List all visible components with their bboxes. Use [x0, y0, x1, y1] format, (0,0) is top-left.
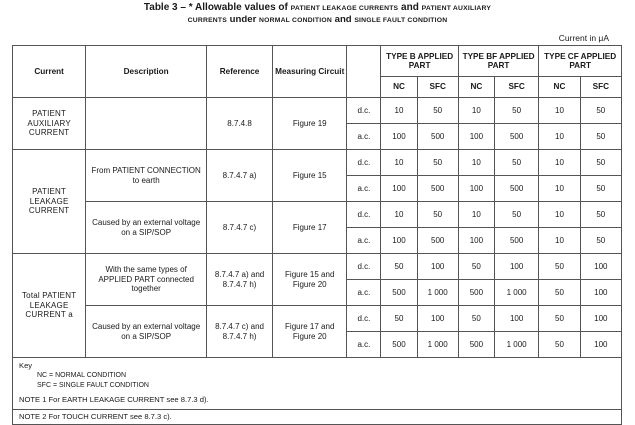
value-cell: 10: [539, 202, 580, 228]
value-cell: 100: [494, 254, 538, 280]
value-cell: 50: [539, 280, 580, 306]
reference-cell: 8.7.4.8: [207, 98, 273, 150]
description-cell: [86, 98, 207, 150]
value-cell: 50: [417, 202, 458, 228]
value-cell: 100: [580, 280, 621, 306]
value-cell: 500: [417, 228, 458, 254]
reference-cell: 8.7.4.7 c): [207, 202, 273, 254]
title-main: Allowable values of: [192, 2, 291, 13]
value-cell: 10: [381, 202, 417, 228]
value-cell: 1 000: [494, 332, 538, 358]
circuit-cell: Figure 15 and Figure 20: [273, 254, 347, 306]
title-under: under: [227, 14, 259, 25]
header-nc: NC: [381, 77, 417, 98]
description-cell: From PATIENT CONNECTION to earth: [86, 150, 207, 202]
value-cell: 500: [494, 176, 538, 202]
reference-cell: 8.7.4.7 c) and 8.7.4.7 h): [207, 306, 273, 358]
header-measuring-circuit: Measuring Circuit: [273, 46, 347, 98]
value-cell: 100: [417, 306, 458, 332]
title-term-1: PATIENT LEAKAGE CURRENTS: [290, 5, 399, 12]
value-cell: 1 000: [494, 280, 538, 306]
title-term-2: PATIENT AUXILIARY: [421, 5, 492, 12]
value-cell: 100: [580, 254, 621, 280]
dc-label: d.c.: [347, 202, 381, 228]
title-term-4: NORMAL CONDITION: [259, 17, 332, 24]
value-cell: 100: [381, 124, 417, 150]
value-cell: 100: [417, 254, 458, 280]
value-cell: 10: [539, 98, 580, 124]
header-type-bf: TYPE BF APPLIED PART: [458, 46, 539, 77]
value-cell: 50: [417, 150, 458, 176]
key-block: [13, 358, 622, 410]
description-cell: With the same types of APPLIED PART connected together: [86, 254, 207, 306]
note-2-cell: [13, 410, 622, 425]
value-cell: 100: [580, 306, 621, 332]
header-type-b: TYPE B APPLIED PART: [381, 46, 458, 77]
current-patient-leakage: PATIENT LEAKAGE CURRENT: [13, 150, 86, 254]
value-cell: 50: [580, 176, 621, 202]
value-cell: 500: [417, 124, 458, 150]
value-cell: 500: [494, 124, 538, 150]
value-cell: 50: [539, 332, 580, 358]
title-and-1: and: [398, 2, 422, 13]
leakage-current-table: [12, 45, 622, 425]
ac-label: a.c.: [347, 228, 381, 254]
value-cell: 10: [539, 150, 580, 176]
value-cell: 10: [381, 150, 417, 176]
value-cell: 50: [580, 150, 621, 176]
value-cell: 50: [580, 98, 621, 124]
title-term-5: SINGLE FAULT CONDITION: [354, 17, 448, 24]
key-label: Key: [19, 361, 33, 370]
title-term-3: CURRENTS: [187, 17, 228, 24]
value-cell: 50: [417, 98, 458, 124]
current-total-patient-leakage: Total PATIENT LEAKAGE CURRENT a: [13, 254, 86, 358]
unit-label: Current in μA: [558, 33, 609, 43]
dc-label: d.c.: [347, 306, 381, 332]
title-and-2: and: [331, 14, 355, 25]
value-cell: 100: [458, 176, 494, 202]
value-cell: 50: [539, 306, 580, 332]
value-cell: 500: [458, 332, 494, 358]
circuit-cell: Figure 15: [273, 150, 347, 202]
description-cell: Caused by an external voltage on a SIP/SOP: [86, 202, 207, 254]
key-nc: NC = NORMAL CONDITION: [37, 372, 126, 379]
header-sfc: SFC: [494, 77, 538, 98]
key-sfc: SFC = SINGLE FAULT CONDITION: [37, 382, 149, 389]
value-cell: 50: [494, 202, 538, 228]
value-cell: 500: [381, 280, 417, 306]
circuit-cell: Figure 17 and Figure 20: [273, 306, 347, 358]
header-sfc: SFC: [417, 77, 458, 98]
value-cell: 1 000: [417, 280, 458, 306]
reference-cell: 8.7.4.7 a): [207, 150, 273, 202]
value-cell: 500: [417, 176, 458, 202]
value-cell: 50: [381, 306, 417, 332]
value-cell: 500: [381, 332, 417, 358]
value-cell: 50: [580, 202, 621, 228]
value-cell: 50: [580, 228, 621, 254]
title-prefix: Table 3 –: [143, 2, 189, 13]
value-cell: 100: [494, 306, 538, 332]
reference-cell: 8.7.4.7 a) and 8.7.4.7 h): [207, 254, 273, 306]
value-cell: 10: [381, 98, 417, 124]
value-cell: 50: [458, 306, 494, 332]
value-cell: 50: [458, 254, 494, 280]
note-2: NOTE 2 For TOUCH CURRENT see 8.7.3 c).: [19, 412, 172, 421]
value-cell: 10: [539, 124, 580, 150]
table-title: [0, 2, 635, 26]
value-cell: 10: [539, 228, 580, 254]
header-type-cf: TYPE CF APPLIED PART: [539, 46, 622, 77]
value-cell: 50: [539, 254, 580, 280]
header-blank: [347, 46, 381, 98]
header-sfc: SFC: [580, 77, 621, 98]
value-cell: 100: [580, 332, 621, 358]
dc-label: d.c.: [347, 98, 381, 124]
value-cell: 500: [494, 228, 538, 254]
value-cell: 100: [381, 228, 417, 254]
value-cell: 100: [458, 124, 494, 150]
ac-label: a.c.: [347, 332, 381, 358]
value-cell: 50: [580, 124, 621, 150]
value-cell: 10: [458, 98, 494, 124]
note-1: NOTE 1 For EARTH LEAKAGE CURRENT see 8.7.3 d).: [19, 395, 209, 404]
dc-label: d.c.: [347, 254, 381, 280]
ac-label: a.c.: [347, 280, 381, 306]
value-cell: 50: [494, 150, 538, 176]
value-cell: 50: [494, 98, 538, 124]
circuit-cell: Figure 17: [273, 202, 347, 254]
value-cell: 500: [458, 280, 494, 306]
circuit-cell: Figure 19: [273, 98, 347, 150]
value-cell: 10: [539, 176, 580, 202]
dc-label: d.c.: [347, 150, 381, 176]
header-nc: NC: [539, 77, 580, 98]
current-patient-auxiliary: PATIENT AUXILIARY CURRENT: [13, 98, 86, 150]
header-reference: Reference: [207, 46, 273, 98]
title-star: *: [188, 2, 193, 13]
value-cell: 100: [381, 176, 417, 202]
description-cell: Caused by an external voltage on a SIP/SOP: [86, 306, 207, 358]
header-description: Description: [86, 46, 207, 98]
value-cell: 50: [381, 254, 417, 280]
value-cell: 10: [458, 150, 494, 176]
header-current: Current: [13, 46, 86, 98]
value-cell: 1 000: [417, 332, 458, 358]
value-cell: 10: [458, 202, 494, 228]
value-cell: 100: [458, 228, 494, 254]
ac-label: a.c.: [347, 124, 381, 150]
ac-label: a.c.: [347, 176, 381, 202]
header-nc: NC: [458, 77, 494, 98]
